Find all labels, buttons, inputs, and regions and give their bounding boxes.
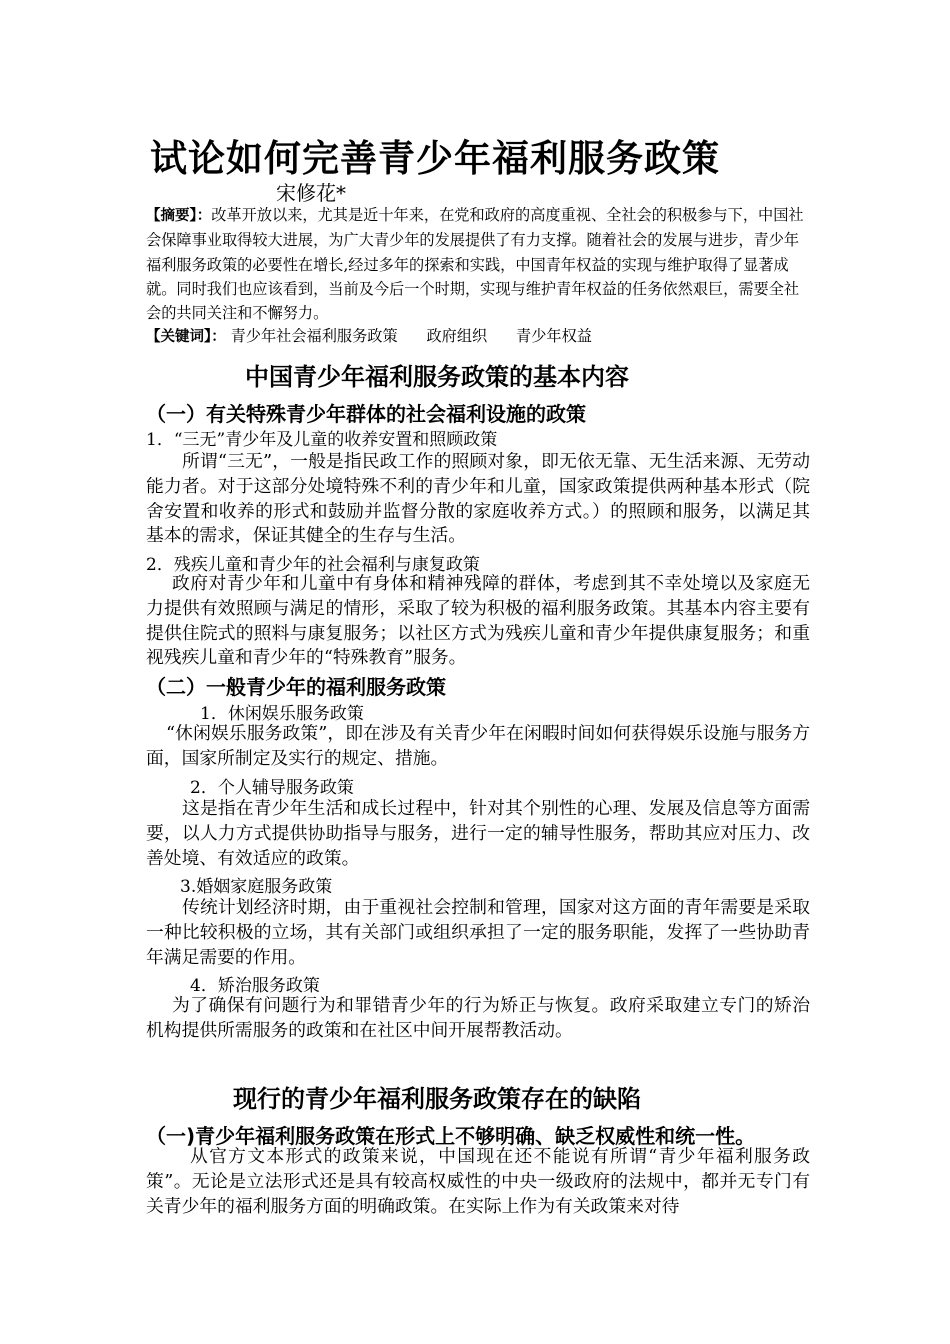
keyword-item: 青少年社会福利服务政策 [230, 327, 398, 345]
item-title: 1．休闲娱乐服务政策 [200, 704, 364, 724]
abstract [146, 203, 810, 325]
subsection-heading: （二）一般青少年的福利服务政策 [146, 675, 446, 699]
abstract-text: 改革开放以来，尤其是近十年来，在党和政府的高度重视、全社会的积极参与下，中国社会保障事业取得较大进展，为广大青少年的发展提供了有力支撑。随着社会的发展与进步，青少年福利服务政策的必要性在增长,经过多年的探索和实践，中国青年权益的实现与维护取得了显著成就。同时我们也应该看到，当前及今后一个时期，实现与维护青年权益的任务依然艰巨，需要全社会的共同关注和不懈努力。 [146, 206, 804, 323]
document-title: 试论如何完善青少年福利服务政策 [150, 137, 720, 180]
paragraph: “休闲娱乐服务政策”，即在涉及有关青少年在闲暇时间如何获得娱乐设施与服务方面，国家所制定及实行的规定、措施。 [146, 723, 810, 769]
item-title: 4．矫治服务政策 [190, 976, 320, 996]
section-heading: 现行的青少年福利服务政策存在的缺陷 [233, 1085, 641, 1113]
paragraph: 从官方文本形式的政策来说，中国现在还不能说有所谓“青少年福利服务政策”。无论是立法形式还是具有较高权威性的中央一级政府的法规中，都并无专门有关青少年的福利服务方面的明确政策。在实际上作为有关政策来对待 [146, 1146, 810, 1217]
paragraph: 传统计划经济时期，由于重视社会控制和管理，国家对这方面的青年需要是采取一种比较积极的立场，其有关部门或组织承担了一定的服务职能，发挥了一些协助青年满足需要的作用。 [146, 897, 810, 968]
author-name: 宋修花* [276, 181, 346, 205]
item-title: 2．残疾儿童和青少年的社会福利与康复政策 [146, 555, 480, 575]
paragraph: 这是指在青少年生活和成长过程中，针对其个别性的心理、发展及信息等方面需要，以人力方式提供协助指导与服务，进行一定的辅导性服务，帮助其应对压力、改善处境、有效适应的政策。 [146, 798, 810, 869]
item-title: 2．个人辅导服务政策 [190, 778, 354, 798]
keyword-item: 政府组织 [426, 327, 488, 345]
abstract-label: 【摘要】： [146, 208, 212, 224]
item-title: 3.婚姻家庭服务政策 [180, 877, 333, 897]
keywords [146, 325, 616, 346]
keyword-item: 青少年权益 [516, 327, 592, 345]
keywords-label: 【关键词】： [146, 329, 226, 345]
item-title: 1．“三无”青少年及儿童的收养安置和照顾政策 [146, 430, 498, 450]
subsection-heading: （一）有关特殊青少年群体的社会福利设施的政策 [146, 402, 586, 426]
paragraph: 政府对青少年和儿童中有身体和精神残障的群体，考虑到其不幸处境以及家庭无力提供有效照顾与满足的情形，采取了较为积极的福利服务政策。其基本内容主要有提供住院式的照料与康复服务；以社区方式为残疾儿童和青少年提供康复服务；和重视残疾儿童和青少年的“特殊教育”服务。 [146, 573, 810, 669]
paragraph: 为了确保有问题行为和罪错青少年的行为矫正与恢复。政府采取建立专门的矫治机构提供所需服务的政策和在社区中间开展帮教活动。 [146, 995, 810, 1041]
paragraph: 所谓“三无”，一般是指民政工作的照顾对象，即无依无靠、无生活来源、无劳动能力者。对于这部分处境特殊不利的青少年和儿童，国家政策提供两种基本形式（院舍安置和收养的形式和鼓励并监督分散的家庭收养方式。）的照顾和服务，以满足其基本的需求，保证其健全的生存与生活。 [146, 451, 810, 547]
section-heading: 中国青少年福利服务政策的基本内容 [245, 363, 629, 391]
subsection-heading: （一)青少年福利服务政策在形式上不够明确、缺乏权威性和统一性。 [146, 1124, 756, 1148]
